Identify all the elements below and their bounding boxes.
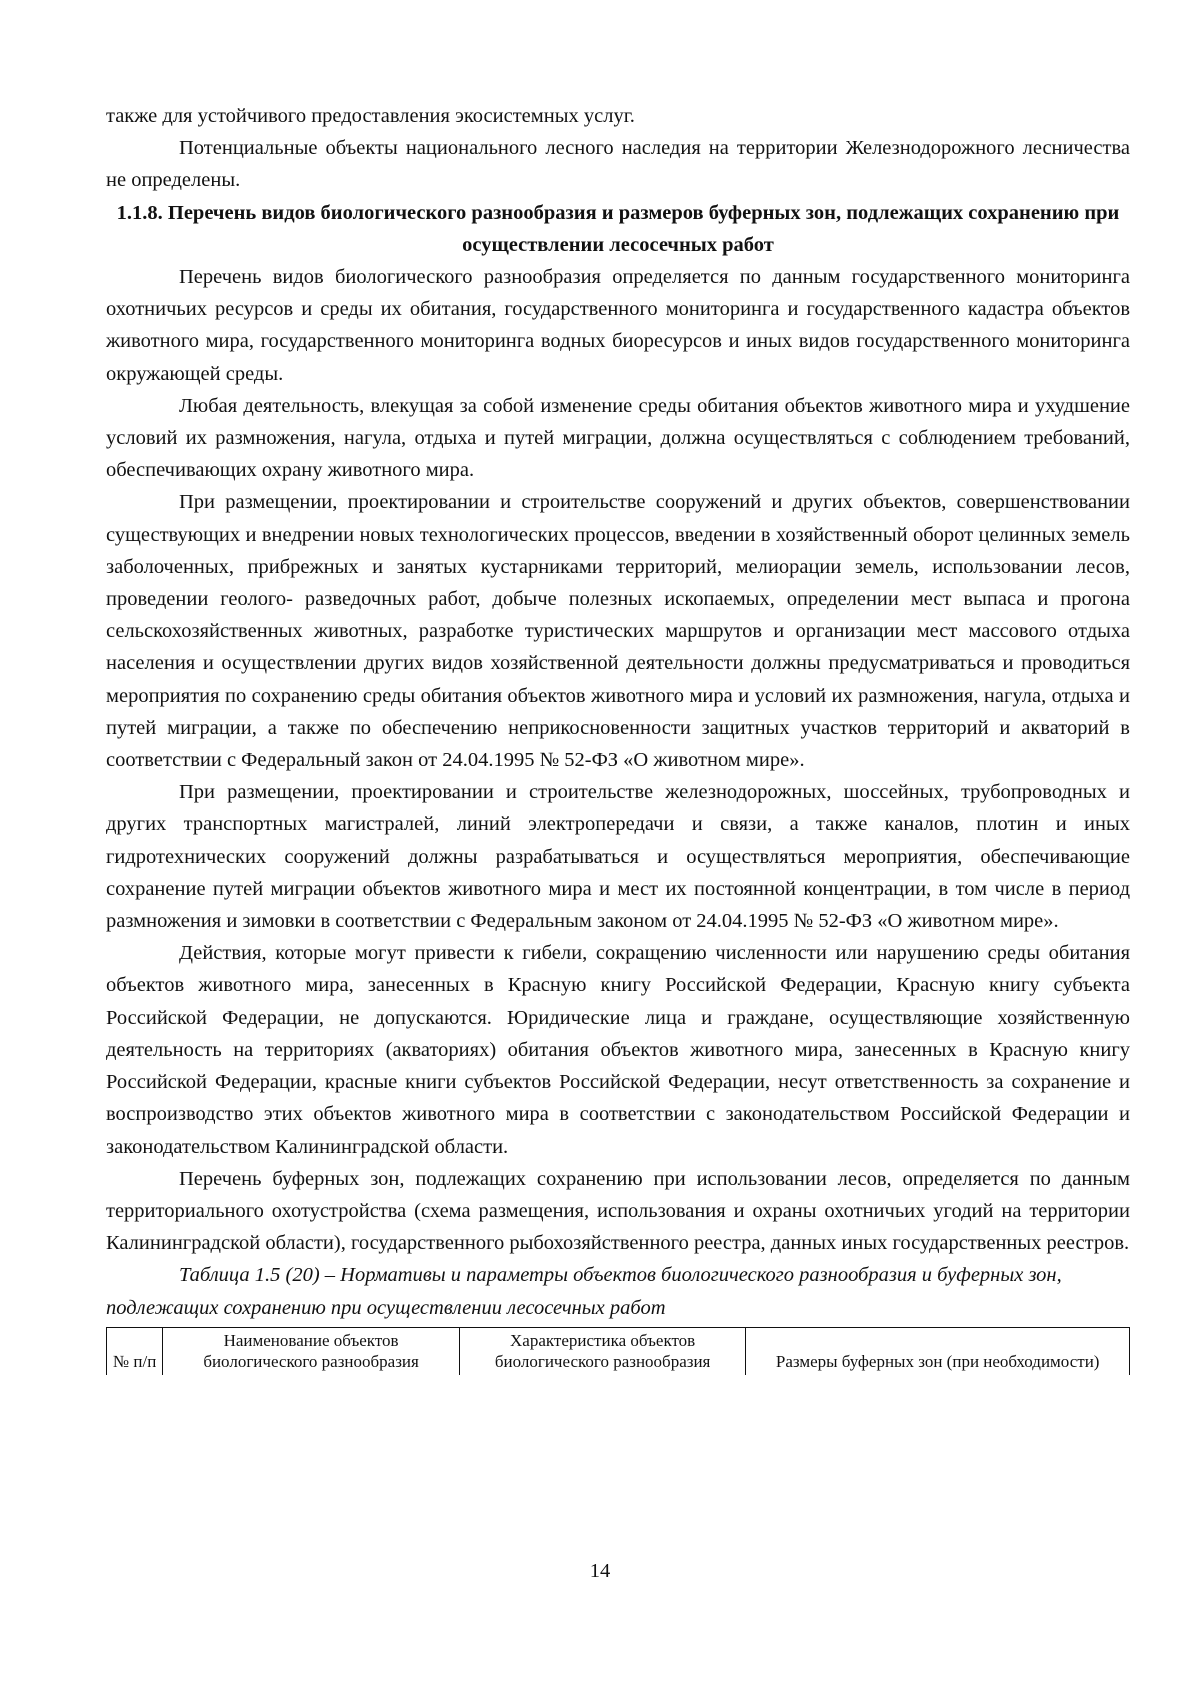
page-number: 14 — [589, 1560, 611, 1582]
paragraph: Потенциальные объекты национального лесного наследия на территории Железнодорожного лесничества не определены. — [106, 137, 1130, 192]
paragraph: Любая деятельность, влекущая за собой изменение среды обитания объектов животного мира и ухудшение условий их размножения, нагула, отдыха и путей миграции, должна осуществляться с соблюдением требований, обеспечивающих охрану животного мира. — [106, 394, 1130, 482]
paragraph: При размещении, проектировании и строительстве железнодорожных, шоссейных, трубопроводных и других транспортных магистралей, линий электропередачи и связи, а также каналов, плотин и иных гидротехнических сооружений должны разрабатываться и осуществляться мероприятия, обеспечивающие сохранение путей миграции объектов животного мира и мест их постоянной концентрации, в том числе в период размножения и зимовки в соответствии с Федеральным законом от 24.04.1995 № 52-ФЗ «О животном мире». — [106, 781, 1130, 933]
paragraph: также для устойчивого предоставления экосистемных услуг. — [106, 105, 635, 127]
table-header-cell: Наименование объектов биологического разнообразия — [163, 1327, 460, 1375]
biodiversity-table — [106, 1327, 1130, 1375]
table-header-cell: № п/п — [107, 1327, 163, 1375]
section-heading: 1.1.8. Перечень видов биологического разнообразия и размеров буферных зон, подлежащих сохранению при осуществлении лесосечных работ — [116, 201, 1120, 256]
paragraph: Перечень видов биологического разнообразия определяется по данным государственного мониторинга охотничьих ресурсов и среды их обитания, государственного мониторинга и государственного кадастра объектов животного мира, государственного мониторинга водных биоресурсов и иных видов государственного мониторинга окружающей среды. — [106, 266, 1130, 385]
paragraph: Действия, которые могут привести к гибели, сокращению численности или нарушению среды обитания объектов животного мира, занесенных в Красную книгу Российской Федерации, Красную книгу субъекта Российской Федерации, не допускаются. Юридические лица и граждане, осуществляющие хозяйственную деятельность на территориях (акваториях) обитания объектов животного мира, занесенных в Красную книгу Российской Федерации, красные книги субъектов Российской Федерации, несут ответственность за сохранение и воспроизводство этих объектов животного мира в соответствии с законодательством Российской Федерации и законодательством Калининградской области. — [106, 942, 1130, 1158]
table-header-cell: Характеристика объектов биологического разнообразия — [459, 1327, 745, 1375]
table-caption: Таблица 1.5 (20) – Нормативы и параметры объектов биологического разнообразия и буферных зон, подлежащих сохранению при осуществлении лесосечных работ — [106, 1264, 1062, 1319]
paragraph: При размещении, проектировании и строительстве сооружений и других объектов, совершенствовании существующих и внедрении новых технологических процессов, введении в хозяйственный оборот целинных земель заболоченных, прибрежных и занятых кустарниками территорий, мелиорации земель, использовании лесов, проведении геолого- разведочных работ, добыче полезных ископаемых, определении мест выпаса и прогона сельскохозяйственных животных, разработке туристических маршрутов и организации мест массового отдыха населения и осуществлении других видов хозяйственной деятельности должны предусматриваться и проводиться мероприятия по сохранению среды обитания объектов животного мира и условий их размножения, нагула, отдыха и путей миграции, а также по обеспечению неприкосновенности защитных участков территорий и акваторий в соответствии с Федеральный закон от 24.04.1995 № 52-ФЗ «О животном мире». — [106, 491, 1130, 772]
table-header-row — [107, 1327, 1130, 1375]
table-header-cell: Размеры буферных зон (при необходимости) — [746, 1327, 1130, 1375]
paragraph: Перечень буферных зон, подлежащих сохранению при использовании лесов, определяется по данным территориального охотустройства (схема размещения, использования и охраны охотничьих угодий на территории Калининградской области), государственного рыбохозяйственного реестра, данных иных государственных реестров. — [106, 1167, 1130, 1255]
